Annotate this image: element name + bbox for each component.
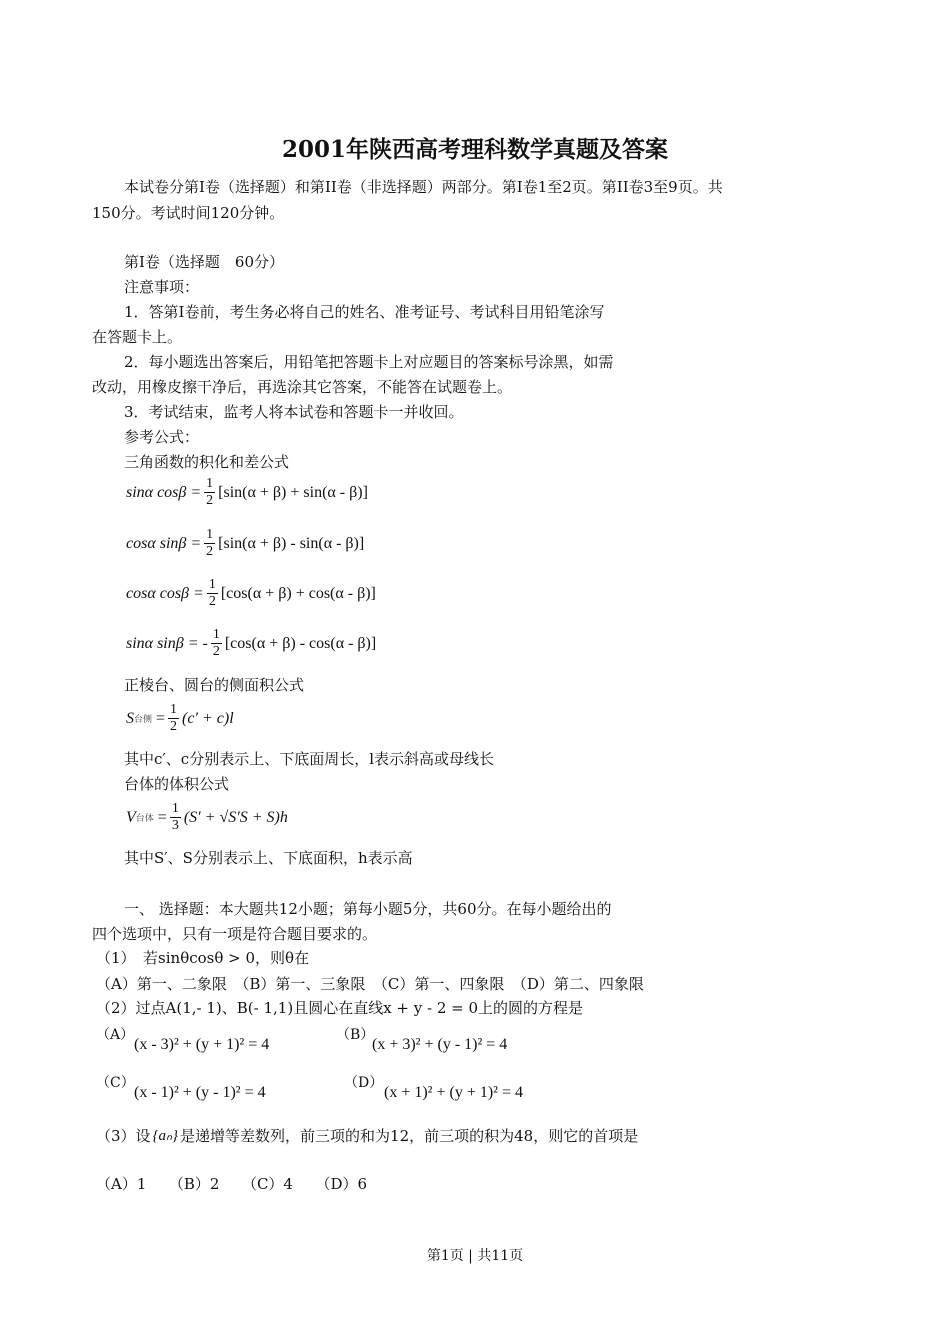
notice-item-3: 3．考试结束，监考人将本试卷和答题卡一并收回。 bbox=[124, 403, 464, 421]
fraction-half: $\frac{1}{2}$ bbox=[206, 527, 214, 559]
frustum-volume-note: 其中S′、S分别表示上、下底面积，h表示高 bbox=[124, 849, 413, 867]
area-symbol: S bbox=[126, 709, 134, 727]
fraction-half: $\frac{1}{2}$ bbox=[170, 702, 178, 734]
formula-1 bbox=[126, 476, 368, 509]
formula-2 bbox=[126, 527, 364, 560]
intro-line-2: 150分。考试时间120分钟。 bbox=[92, 204, 285, 222]
fraction-third: $\frac{1}{3}$ bbox=[171, 801, 179, 833]
q3-sequence: {aₙ} bbox=[152, 1128, 179, 1144]
part1-heading: 第Ⅰ卷（选择题 60分） bbox=[124, 253, 285, 271]
q2-option-a: (x - 3)² + (y + 1)² = 4 bbox=[134, 1036, 270, 1053]
q2-option-d-label: （D） bbox=[344, 1075, 384, 1091]
frustum-area-heading: 正棱台、圆台的侧面积公式 bbox=[124, 676, 305, 694]
page-footer: 第1页 | 共11页 bbox=[426, 1248, 524, 1264]
section1-heading-b: 四个选项中，只有一项是符合题目要求的。 bbox=[92, 925, 378, 943]
q2-stem: （2）过点A(1,- 1)、B(- 1,1)且圆心在直线x + y - 2 = 0上的圆的方程是 bbox=[96, 999, 584, 1017]
q2-option-c: (x - 1)² + (y - 1)² = 4 bbox=[134, 1084, 266, 1101]
q2-option-a-label: （A） bbox=[96, 1027, 135, 1043]
q2-option-b: (x + 3)² + (y - 1)² = 4 bbox=[372, 1036, 508, 1053]
formula-3 bbox=[126, 577, 376, 610]
formula-1-lhs: sinα cosβ = bbox=[126, 483, 202, 501]
q3-stem bbox=[96, 1126, 638, 1146]
formula-2-lhs: cosα sinβ = bbox=[126, 534, 202, 552]
formula-2-rhs: [sin(α + β) - sin(α - β)] bbox=[218, 534, 365, 552]
section1-heading-a: 一、 选择题：本大题共12小题；第每小题5分，共60分。在每小题给出的 bbox=[124, 900, 612, 918]
q3-stem-pre: （3）设 bbox=[96, 1127, 151, 1145]
volume-subscript: 台体 bbox=[135, 813, 154, 823]
q2-option-c-label: （C） bbox=[96, 1075, 135, 1091]
area-rhs: (c′ + c)l bbox=[182, 709, 234, 727]
frustum-volume-heading: 台体的体积公式 bbox=[124, 775, 230, 793]
notice-item-1b: 在答题卡上。 bbox=[92, 328, 183, 346]
notice-heading: 注意事项： bbox=[124, 278, 200, 296]
frustum-area-formula: S 台侧 = $\frac{1}{2}$ (c′ + c)l bbox=[126, 702, 234, 734]
intro-line-1: 本试卷分第Ⅰ卷（选择题）和第II卷（非选择题）两部分。第Ⅰ卷1至2页。第II卷3至9页。共 bbox=[124, 178, 723, 196]
q1-options: （A）第一、二象限 （B）第一、三象限 （C）第一、四象限 （D）第二、四象限 bbox=[96, 975, 644, 993]
page-title: 2001年陕西高考理科数学真题及答案 bbox=[281, 136, 668, 163]
volume-rhs: (S′ + √S′S + S)h bbox=[183, 808, 288, 826]
volume-symbol: V bbox=[126, 808, 136, 826]
fraction-half: $\frac{1}{2}$ bbox=[208, 577, 216, 609]
notice-item-1a: 1．答第Ⅰ卷前，考生务必将自己的姓名、准考证号、考试科目用铅笔涂写 bbox=[124, 303, 605, 321]
formula-3-rhs: [cos(α + β) + cos(α - β)] bbox=[220, 584, 376, 602]
formula-4-rhs: [cos(α + β) - cos(α - β)] bbox=[224, 634, 377, 652]
trig-heading: 三角函数的积化和差公式 bbox=[124, 453, 290, 471]
area-subscript: 台侧 bbox=[134, 714, 153, 724]
formula-4 bbox=[126, 627, 376, 660]
q2-option-d: (x + 1)² + (y + 1)² = 4 bbox=[384, 1084, 523, 1101]
formula-1-rhs: [sin(α + β) + sin(α - β)] bbox=[218, 483, 368, 501]
notice-item-2b: 改动，用橡皮擦干净后，再选涂其它答案，不能答在试题卷上。 bbox=[92, 378, 513, 396]
frustum-volume-formula: V 台体 = $\frac{1}{3}$ (S′ + √S′S + S)h bbox=[126, 801, 288, 833]
formula-4-lhs: sinα sinβ = - bbox=[126, 634, 208, 652]
q1-stem: （1） 若sinθcosθ > 0，则θ在 bbox=[96, 949, 310, 967]
q2-option-b-label: （B） bbox=[336, 1027, 375, 1043]
reference-heading: 参考公式： bbox=[124, 428, 200, 446]
q3-options: （A）1 （B）2 （C）4 （D）6 bbox=[96, 1175, 368, 1193]
frustum-area-note: 其中c′、c分别表示上、下底面周长，l表示斜高或母线长 bbox=[124, 750, 495, 768]
fraction-half: 1 2 bbox=[212, 627, 220, 659]
formula-3-lhs: cosα cosβ = bbox=[126, 584, 204, 602]
notice-item-2a: 2．每小题选出答案后，用铅笔把答题卡上对应题目的答案标号涂黑，如需 bbox=[124, 353, 614, 371]
fraction-half: $\frac{1}{2}$ bbox=[206, 476, 214, 508]
q3-stem-post: 是递增等差数列，前三项的和为12，前三项的积为48，则它的首项是 bbox=[180, 1127, 639, 1145]
